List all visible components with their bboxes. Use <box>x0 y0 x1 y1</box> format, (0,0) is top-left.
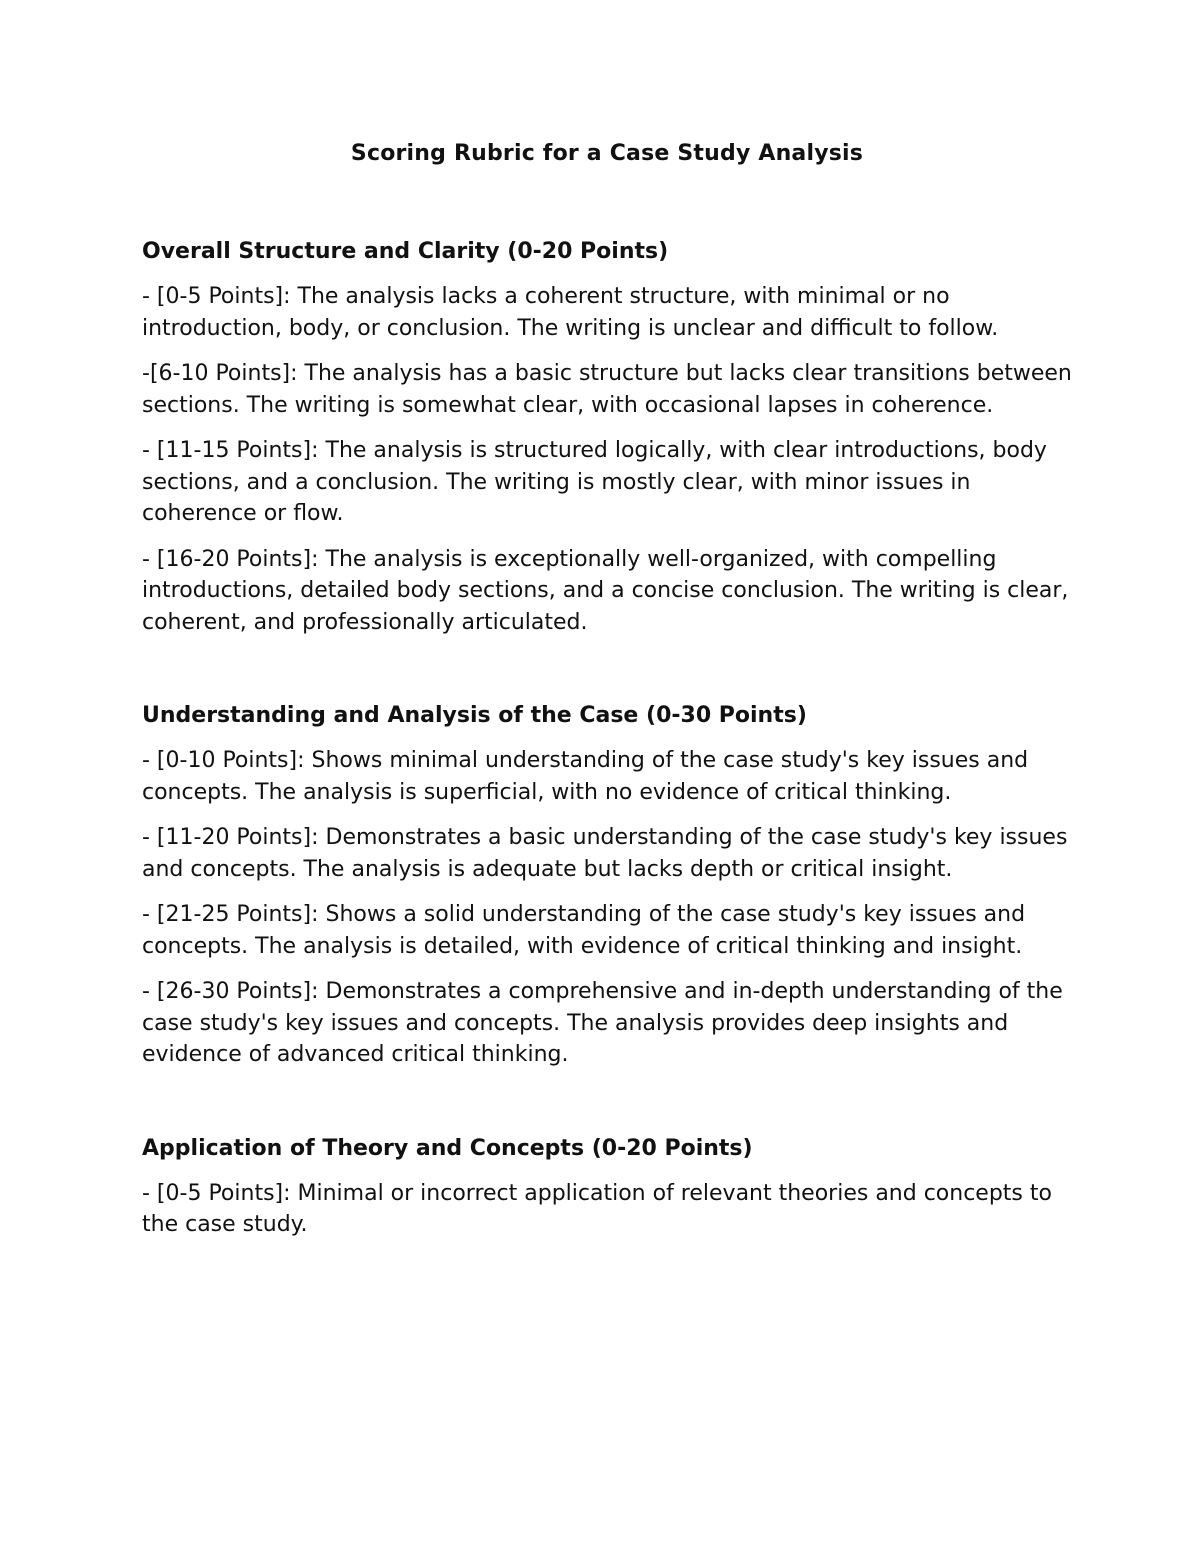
rubric-section-theory-concepts <box>142 1133 1072 1241</box>
section-heading: Understanding and Analysis of the Case (0-30 Points) <box>142 703 807 728</box>
section-heading: Overall Structure and Clarity (0-20 Points) <box>142 239 669 264</box>
rubric-section-understanding-analysis <box>142 700 1072 1071</box>
criterion-item: - [0-10 Points]: Shows minimal understanding of the case study's key issues and concepts. The analysis is superficial, with no evidence of critical thinking. <box>142 748 1029 805</box>
document-title: Scoring Rubric for a Case Study Analysis <box>350 141 864 166</box>
section-heading: Application of Theory and Concepts (0-20 Points) <box>142 1135 753 1161</box>
criterion-item: - [26-30 Points]: Demonstrates a comprehensive and in-depth understanding of the case study's key issues and concepts. The analysis provides deep insights and evidence of advanced critical thinking. <box>142 979 1063 1067</box>
rubric-section-structure-clarity <box>142 236 1072 638</box>
criterion-item: - [0-5 Points]: Minimal or incorrect application of relevant theories and concepts to the case study. <box>142 1180 1052 1237</box>
criterion-item: - [11-20 Points]: Demonstrates a basic understanding of the case study's key issues and concepts. The analysis is adequate but lacks depth or critical insight. <box>142 825 1068 882</box>
document-body <box>142 138 1072 1255</box>
criterion-item: -[6-10 Points]: The analysis has a basic structure but lacks clear transitions between sections. The writing is somewhat clear, with occasional lapses in coherence. <box>142 361 1072 418</box>
criterion-item: - [16-20 Points]: The analysis is exceptionally well-organized, with compelling introductions, detailed body sections, and a concise conclusion. The writing is clear, coherent, and professionally articulated. <box>142 546 1069 635</box>
criterion-item: - [11-15 Points]: The analysis is structured logically, with clear introductions, body sections, and a conclusion. The writing is mostly clear, with minor issues in coherence or flow. <box>142 438 1047 526</box>
criterion-item: - [21-25 Points]: Shows a solid understanding of the case study's key issues and concepts. The analysis is detailed, with evidence of critical thinking and insight. <box>142 902 1026 959</box>
criterion-item: - [0-5 Points]: The analysis lacks a coherent structure, with minimal or no introduction, body, or conclusion. The writing is unclear and difficult to follow. <box>142 284 999 341</box>
